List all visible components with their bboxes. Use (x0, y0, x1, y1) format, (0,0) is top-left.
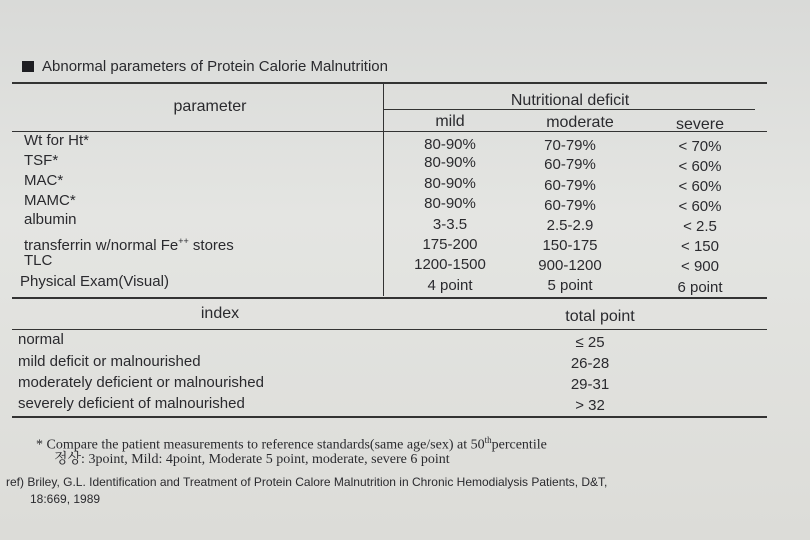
cell-total: 29-31 (570, 376, 610, 393)
cell-severe: < 900 (681, 258, 719, 275)
table1-column-divider (383, 84, 384, 296)
cell-moderate: 60-79% (544, 156, 596, 173)
cell-moderate: 60-79% (544, 177, 596, 194)
cell-moderate: 60-79% (544, 197, 596, 214)
cell-mild: 3-3.5 (432, 216, 468, 233)
row-label: moderately deficient or malnourished (18, 374, 264, 391)
cell-severe: < 2.5 (683, 218, 717, 235)
row-label: transferrin w/normal Fe++ stores (24, 236, 234, 254)
table2-bottom-rule (12, 416, 767, 418)
cell-severe: < 70% (678, 138, 722, 155)
row-label: mild deficit or malnourished (18, 353, 201, 370)
cell-moderate: 2.5-2.9 (546, 217, 594, 234)
row-label: MAC* (24, 172, 64, 189)
cell-mild: 80-90% (424, 136, 476, 153)
header-severe: severe (675, 116, 725, 133)
table2-header-rule (12, 329, 767, 330)
row-label: severely deficient of malnourished (18, 395, 245, 412)
cell-moderate: 70-79% (544, 137, 596, 154)
cell-total: 26-28 (570, 355, 610, 372)
table1-top-rule (12, 82, 767, 84)
row-label: MAMC* (24, 192, 76, 209)
header-mild: mild (435, 113, 465, 130)
cell-total: > 32 (575, 397, 605, 414)
row-label: albumin (24, 211, 77, 228)
header-nutritional-deficit: Nutritional deficit (510, 92, 630, 109)
cell-mild: 1200-1500 (414, 256, 486, 273)
cell-mild: 175-200 (422, 236, 478, 253)
row-label: normal (18, 331, 64, 348)
cell-mild: 80-90% (424, 154, 476, 171)
footnote-asterisk: * Compare the patient measurements to reference standards(same age/sex) at 50thpercentile (36, 435, 547, 453)
cell-severe: < 150 (681, 238, 719, 255)
title-text: Abnormal parameters of Protein Calorie Malnutrition (42, 58, 388, 75)
document-title (22, 58, 388, 75)
cell-severe: 6 point (677, 279, 723, 296)
row-label: TSF* (24, 152, 59, 169)
reference-line-1: ref) Briley, G.L. Identification and Treatment of Protein Calore Malnutrition in Chronic Hemodialysis Patients, D&T, (6, 475, 608, 489)
row-label: TLC (24, 252, 53, 269)
row-label: Wt for Ht* (24, 132, 90, 149)
reference-line-2: 18:669, 1989 (30, 492, 101, 506)
cell-moderate: 900-1200 (538, 257, 602, 274)
cell-mild: 80-90% (424, 195, 476, 212)
header-index: index (200, 305, 240, 322)
header-moderate: moderate (546, 114, 614, 131)
header-total-point: total point (565, 308, 635, 325)
square-bullet-icon (22, 61, 34, 72)
cell-moderate: 5 point (547, 277, 593, 294)
cell-severe: < 60% (678, 198, 722, 215)
cell-severe: < 60% (678, 158, 722, 175)
cell-moderate: 150-175 (542, 237, 598, 254)
cell-mild: 4 point (427, 277, 473, 294)
footnote-scoring: 정상: 3point, Mild: 4point, Moderate 5 point, moderate, severe 6 point (54, 452, 450, 467)
row-label: Physical Exam(Visual) (20, 273, 169, 290)
header-parameter: parameter (173, 98, 247, 115)
cell-mild: 80-90% (424, 175, 476, 192)
cell-severe: < 60% (678, 178, 722, 195)
cell-total: ≤ 25 (575, 334, 605, 351)
table1-bottom-rule (12, 297, 767, 299)
